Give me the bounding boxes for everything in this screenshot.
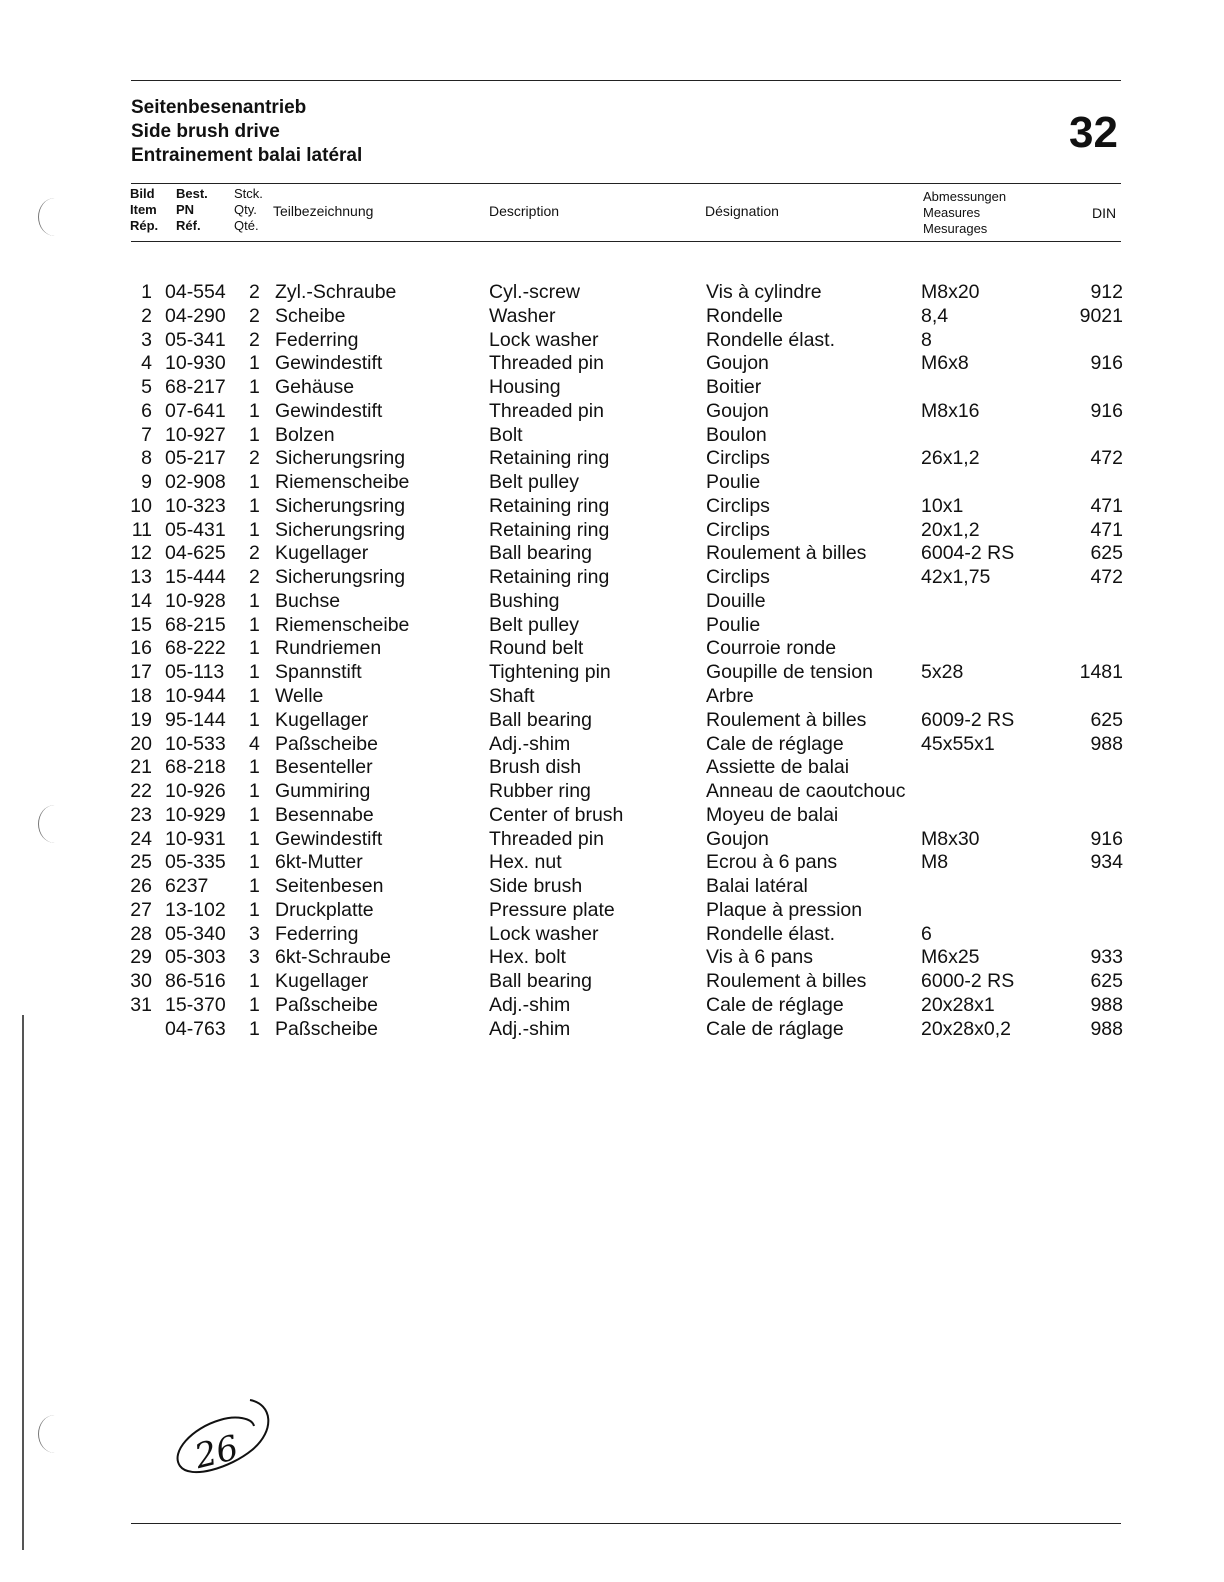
table-row — [0, 684, 1224, 708]
designation-french: Moyeu de balai — [706, 803, 839, 826]
designation-french: Cale de ráglage — [706, 1017, 844, 1040]
designation-french: Goujon — [706, 352, 769, 375]
table-row — [0, 660, 1224, 684]
part-number: 10-929 — [165, 803, 226, 826]
name-german: Gewindestift — [275, 827, 383, 850]
din-number: 471 — [1090, 494, 1123, 517]
quantity: 2 — [249, 304, 260, 327]
din-number: 472 — [1090, 566, 1123, 589]
description-english: Retaining ring — [489, 447, 610, 470]
part-number: 05-217 — [165, 447, 226, 470]
name-german: Rundriemen — [275, 637, 382, 660]
item-number: 18 — [130, 685, 152, 708]
part-number: 02-908 — [165, 471, 226, 494]
handwritten-note — [172, 1392, 282, 1492]
measures: M6x8 — [921, 352, 969, 375]
din-number: 625 — [1090, 542, 1123, 565]
table-row — [0, 732, 1224, 756]
description-english: Center of brush — [489, 803, 624, 826]
description-english: Ball bearing — [489, 708, 592, 731]
din-number: 471 — [1090, 518, 1123, 541]
measures: 6004-2 RS — [921, 542, 1015, 565]
name-german: Sicherungsring — [275, 447, 406, 470]
name-german: Gehäuse — [275, 376, 355, 399]
part-number: 05-431 — [165, 518, 226, 541]
name-german: Federring — [275, 328, 359, 351]
name-german: 6kt-Mutter — [275, 851, 363, 874]
measures: 20x28x0,2 — [921, 1017, 1011, 1040]
designation-french: Boulon — [706, 423, 767, 446]
quantity: 1 — [249, 518, 260, 541]
name-german: Seitenbesen — [275, 875, 384, 898]
margin-line — [22, 1015, 24, 1550]
quantity: 1 — [249, 637, 260, 660]
item-number: 3 — [141, 328, 152, 351]
measures: 8,4 — [921, 304, 949, 327]
table-row — [0, 494, 1224, 518]
quantity: 1 — [249, 756, 260, 779]
quantity: 3 — [249, 922, 260, 945]
item-number: 31 — [130, 993, 152, 1016]
col-header-qty: Stck. Qty. Qté. — [234, 186, 263, 233]
measures: M8x30 — [921, 827, 980, 850]
part-number: 05-335 — [165, 851, 226, 874]
quantity: 2 — [249, 566, 260, 589]
quantity: 2 — [249, 542, 260, 565]
quantity: 4 — [249, 732, 260, 755]
din-number: 1481 — [1079, 661, 1123, 684]
measures: 42x1,75 — [921, 566, 991, 589]
item-number: 2 — [141, 304, 152, 327]
table-row — [0, 708, 1224, 732]
item-number: 17 — [130, 661, 152, 684]
description-english: Adj.-shim — [489, 993, 571, 1016]
designation-french: Douille — [706, 589, 766, 612]
col-header-description: Description — [489, 203, 560, 219]
designation-french: Courroie ronde — [706, 637, 837, 660]
description-english: Retaining ring — [489, 518, 610, 541]
description-english: Bushing — [489, 589, 560, 612]
description-english: Adj.-shim — [489, 1017, 571, 1040]
part-number: 04-763 — [165, 1017, 226, 1040]
item-number: 23 — [130, 803, 152, 826]
description-english: Retaining ring — [489, 566, 610, 589]
name-german: Riemenscheibe — [275, 613, 410, 636]
title-block — [131, 96, 362, 168]
quantity: 2 — [249, 447, 260, 470]
part-number: 04-625 — [165, 542, 226, 565]
designation-french: Goupille de tension — [706, 661, 873, 684]
table-row — [0, 423, 1224, 447]
description-english: Ball bearing — [489, 970, 592, 993]
designation-french: Vis à cylindre — [706, 281, 822, 303]
designation-french: Roulement à billes — [706, 542, 867, 565]
designation-french: Goujon — [706, 827, 769, 850]
top-rule — [131, 80, 1121, 81]
measures: M8x20 — [921, 281, 980, 303]
part-number: 10-926 — [165, 780, 226, 803]
item-number: 24 — [130, 827, 152, 850]
item-number: 21 — [130, 756, 152, 779]
name-german: Sicherungsring — [275, 494, 406, 517]
designation-french: Balai latéral — [706, 875, 808, 898]
binder-hole-bottom — [38, 1415, 71, 1453]
quantity: 1 — [249, 875, 260, 898]
table-row — [0, 518, 1224, 542]
part-number: 05-341 — [165, 328, 226, 351]
page-number: 32 — [1069, 108, 1118, 157]
part-number: 10-928 — [165, 589, 226, 612]
table-row — [0, 541, 1224, 565]
col-header-item: Bild Item Rép. — [130, 186, 159, 233]
quantity: 2 — [249, 328, 260, 351]
din-number: 472 — [1090, 447, 1123, 470]
din-number: 625 — [1090, 708, 1123, 731]
table-row — [0, 328, 1224, 352]
quantity: 1 — [249, 851, 260, 874]
din-number: 916 — [1090, 352, 1123, 375]
table-row — [0, 446, 1224, 470]
designation-french: Poulie — [706, 471, 761, 494]
designation-french: Circlips — [706, 494, 770, 517]
table-row — [0, 280, 1224, 304]
designation-french: Boitier — [706, 376, 762, 399]
item-number: 19 — [130, 708, 152, 731]
col-header-pn: Best. PN Réf. — [176, 186, 208, 233]
part-number: 04-554 — [165, 281, 226, 303]
table-row — [0, 351, 1224, 375]
table-row — [0, 755, 1224, 779]
table-row — [0, 922, 1224, 946]
description-english: Belt pulley — [489, 471, 579, 494]
part-number: 10-323 — [165, 494, 226, 517]
name-german: Kugellager — [275, 542, 369, 565]
item-number: 28 — [130, 922, 152, 945]
table-row — [0, 399, 1224, 423]
description-english: Pressure plate — [489, 898, 615, 921]
quantity: 1 — [249, 376, 260, 399]
din-number: 988 — [1090, 732, 1123, 755]
din-number: 9021 — [1079, 304, 1123, 327]
table-row — [0, 898, 1224, 922]
description-english: Hex. bolt — [489, 946, 566, 969]
designation-french: Cale de réglage — [706, 993, 844, 1016]
designation-french: Roulement à billes — [706, 708, 867, 731]
name-german: Paßscheibe — [275, 732, 378, 755]
name-german: Besennabe — [275, 803, 374, 826]
item-number: 30 — [130, 970, 152, 993]
col-header-teilbezeichnung: Teilbezeichnung — [273, 203, 374, 219]
description-english: Threaded pin — [489, 399, 604, 422]
quantity: 1 — [249, 589, 260, 612]
table-row — [0, 993, 1224, 1017]
part-number: 10-533 — [165, 732, 226, 755]
quantity: 1 — [249, 423, 260, 446]
item-number: 16 — [130, 637, 152, 660]
part-number: 68-217 — [165, 376, 226, 399]
designation-french: Poulie — [706, 613, 761, 636]
description-english: Threaded pin — [489, 352, 604, 375]
name-german: Gewindestift — [275, 352, 383, 375]
quantity: 1 — [249, 399, 260, 422]
description-english: Adj.-shim — [489, 732, 571, 755]
measures: M8 — [921, 851, 949, 874]
item-number: 25 — [130, 851, 152, 874]
designation-french: Rondelle élast. — [706, 922, 835, 945]
col-header-din: DIN — [1092, 205, 1117, 221]
measures: 10x1 — [921, 494, 964, 517]
quantity: 1 — [249, 970, 260, 993]
measures: M8x16 — [921, 399, 980, 422]
item-number: 7 — [141, 423, 152, 446]
description-english: Round belt — [489, 637, 584, 660]
name-german: 6kt-Schraube — [275, 946, 391, 969]
quantity: 1 — [249, 993, 260, 1016]
table-row — [0, 589, 1224, 613]
description-english: Side brush — [489, 875, 583, 898]
description-english: Rubber ring — [489, 780, 591, 803]
quantity: 1 — [249, 661, 260, 684]
part-number: 05-113 — [165, 661, 225, 684]
col-header-measures: Abmessungen Measures Mesurages — [923, 189, 1007, 236]
quantity: 1 — [249, 685, 260, 708]
name-german: Buchse — [275, 589, 341, 612]
name-german: Federring — [275, 922, 359, 945]
description-english: Ball bearing — [489, 542, 592, 565]
name-german: Scheibe — [275, 304, 346, 327]
part-number: 10-944 — [165, 685, 226, 708]
designation-french: Assiette de balai — [706, 756, 850, 779]
item-number: 14 — [130, 589, 152, 612]
description-english: Hex. nut — [489, 851, 562, 874]
description-english: Tightening pin — [489, 661, 611, 684]
part-number: 07-641 — [165, 399, 226, 422]
table-row — [0, 803, 1224, 827]
measures: 6 — [921, 922, 932, 945]
table-row — [0, 779, 1224, 803]
name-german: Paßscheibe — [275, 993, 378, 1016]
designation-french: Ecrou à 6 pans — [706, 851, 838, 874]
designation-french: Circlips — [706, 518, 770, 541]
item-number: 15 — [130, 613, 152, 636]
part-number: 15-370 — [165, 993, 226, 1016]
quantity: 1 — [249, 803, 260, 826]
title-german: Seitenbesenantrieb — [131, 97, 307, 118]
part-number: 13-102 — [165, 898, 226, 921]
din-number: 916 — [1090, 399, 1123, 422]
quantity: 1 — [249, 827, 260, 850]
item-number: 22 — [130, 780, 152, 803]
item-number: 12 — [130, 542, 152, 565]
item-number: 26 — [130, 875, 152, 898]
din-number: 912 — [1090, 281, 1123, 303]
table-row — [0, 470, 1224, 494]
name-german: Spannstift — [275, 661, 362, 684]
name-german: Sicherungsring — [275, 566, 406, 589]
item-number: 20 — [130, 732, 152, 755]
col-header-designation: Désignation — [705, 203, 779, 219]
designation-french: Circlips — [706, 447, 770, 470]
description-english: Cyl.-screw — [489, 281, 580, 303]
header-top-rule — [131, 183, 1121, 184]
quantity: 1 — [249, 494, 260, 517]
name-german: Sicherungsring — [275, 518, 406, 541]
description-english: Retaining ring — [489, 494, 610, 517]
measures: 5x28 — [921, 661, 964, 684]
table-row — [0, 636, 1224, 660]
description-english: Belt pulley — [489, 613, 579, 636]
item-number: 8 — [141, 447, 152, 470]
measures: 20x28x1 — [921, 993, 995, 1016]
item-number: 6 — [141, 399, 152, 422]
designation-french: Roulement à billes — [706, 970, 867, 993]
name-german: Gewindestift — [275, 399, 383, 422]
designation-french: Circlips — [706, 566, 770, 589]
description-english: Washer — [489, 304, 556, 327]
title-english: Side brush drive — [131, 121, 280, 142]
item-number: 13 — [130, 566, 152, 589]
item-number: 10 — [130, 494, 152, 517]
name-german: Besenteller — [275, 756, 373, 779]
part-number: 95-144 — [165, 708, 226, 731]
part-number: 6237 — [165, 875, 209, 898]
designation-french: Rondelle — [706, 304, 783, 327]
description-english: Threaded pin — [489, 827, 604, 850]
description-english: Brush dish — [489, 756, 582, 779]
table-row — [0, 969, 1224, 993]
din-number: 988 — [1090, 1017, 1123, 1040]
part-number: 86-516 — [165, 970, 226, 993]
measures: 20x1,2 — [921, 518, 980, 541]
part-number: 05-340 — [165, 922, 226, 945]
table-row — [0, 827, 1224, 851]
name-german: Zyl.-Schraube — [275, 281, 397, 303]
item-number: 11 — [131, 518, 152, 541]
handwritten-number: 26 — [190, 1427, 243, 1478]
table-row — [0, 375, 1224, 399]
measures: 8 — [921, 328, 932, 351]
din-number: 916 — [1090, 827, 1123, 850]
designation-french: Cale de réglage — [706, 732, 844, 755]
parts-list — [0, 280, 1224, 1041]
table-row — [0, 945, 1224, 969]
description-english: Bolt — [489, 423, 523, 446]
quantity: 3 — [249, 946, 260, 969]
designation-french: Vis à 6 pans — [706, 946, 813, 969]
measures: 6009-2 RS — [921, 708, 1015, 731]
name-german: Welle — [275, 685, 324, 708]
quantity: 1 — [249, 780, 260, 803]
item-number: 1 — [141, 281, 152, 303]
designation-french: Anneau de caoutchouc — [706, 780, 906, 803]
description-english: Housing — [489, 376, 561, 399]
part-number: 68-218 — [165, 756, 226, 779]
table-row — [0, 1017, 1224, 1041]
item-number: 9 — [141, 471, 152, 494]
item-number: 27 — [130, 898, 152, 921]
measures: 6000-2 RS — [921, 970, 1015, 993]
header-bottom-rule — [131, 241, 1121, 242]
table-row — [0, 874, 1224, 898]
table-row — [0, 613, 1224, 637]
quantity: 1 — [249, 898, 260, 921]
part-number: 10-931 — [165, 827, 226, 850]
designation-french: Goujon — [706, 399, 769, 422]
part-number: 15-444 — [165, 566, 226, 589]
item-number: 29 — [130, 946, 152, 969]
part-number: 04-290 — [165, 304, 226, 327]
description-english: Shaft — [489, 685, 535, 708]
quantity: 1 — [249, 352, 260, 375]
quantity: 1 — [249, 471, 260, 494]
designation-french: Arbre — [706, 685, 754, 708]
din-number: 625 — [1090, 970, 1123, 993]
binder-hole-top — [38, 198, 71, 236]
name-german: Kugellager — [275, 708, 369, 731]
name-german: Druckplatte — [275, 898, 374, 921]
table-row — [0, 850, 1224, 874]
title-french: Entrainement balai latéral — [131, 145, 363, 166]
measures: 26x1,2 — [921, 447, 980, 470]
item-number: 4 — [141, 352, 152, 375]
din-number: 933 — [1090, 946, 1123, 969]
din-number: 934 — [1090, 851, 1123, 874]
item-number: 5 — [141, 376, 152, 399]
designation-french: Rondelle élast. — [706, 328, 835, 351]
bottom-rule — [131, 1523, 1121, 1524]
quantity: 2 — [249, 281, 260, 303]
part-number: 10-927 — [165, 423, 226, 446]
measures: M6x25 — [921, 946, 980, 969]
name-german: Riemenscheibe — [275, 471, 410, 494]
name-german: Gummiring — [275, 780, 371, 803]
description-english: Lock washer — [489, 328, 599, 351]
name-german: Kugellager — [275, 970, 369, 993]
part-number: 68-222 — [165, 637, 226, 660]
designation-french: Plaque à pression — [706, 898, 863, 921]
table-row — [0, 565, 1224, 589]
description-english: Lock washer — [489, 922, 599, 945]
part-number: 05-303 — [165, 946, 226, 969]
quantity: 1 — [249, 1017, 260, 1040]
part-number: 10-930 — [165, 352, 226, 375]
quantity: 1 — [249, 708, 260, 731]
din-number: 988 — [1090, 993, 1123, 1016]
table-row — [0, 304, 1224, 328]
name-german: Bolzen — [275, 423, 335, 446]
quantity: 1 — [249, 613, 260, 636]
measures: 45x55x1 — [921, 732, 995, 755]
part-number: 68-215 — [165, 613, 226, 636]
name-german: Paßscheibe — [275, 1017, 378, 1040]
